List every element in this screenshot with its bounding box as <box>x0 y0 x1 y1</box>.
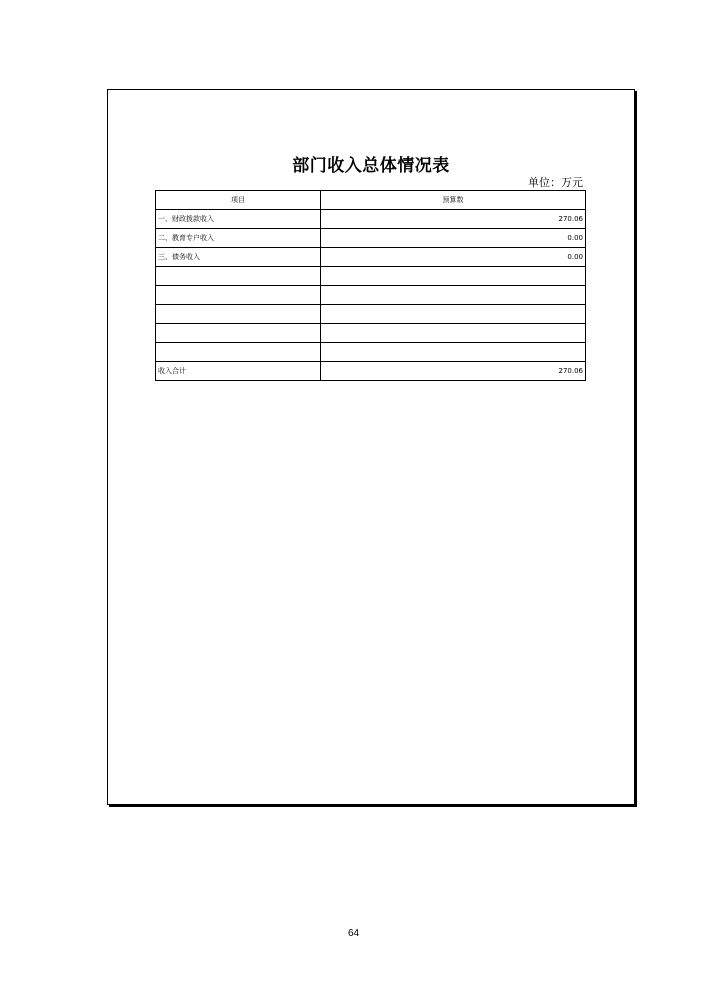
page-number: 64 <box>347 928 360 939</box>
table-row <box>156 229 586 248</box>
column-header-item: 项目 <box>156 191 321 210</box>
row-amount <box>321 305 586 324</box>
column-header-budget: 预算数 <box>321 191 586 210</box>
table-total-row <box>156 362 586 381</box>
row-amount <box>321 343 586 362</box>
table-row <box>156 248 586 267</box>
table-row <box>156 324 586 343</box>
row-item: 一、财政拨款收入 <box>156 210 321 229</box>
total-label: 收入合计 <box>156 362 321 381</box>
total-amount: 270.06 <box>321 362 586 381</box>
row-item: 三、债务收入 <box>156 248 321 267</box>
row-amount: 0.00 <box>321 248 586 267</box>
row-amount: 270.06 <box>321 210 586 229</box>
table-row <box>156 343 586 362</box>
row-item: 二、教育专户收入 <box>156 229 321 248</box>
row-amount <box>321 267 586 286</box>
row-amount: 0.00 <box>321 229 586 248</box>
table-row <box>156 286 586 305</box>
table-row <box>156 267 586 286</box>
table-row <box>156 305 586 324</box>
row-item <box>156 343 321 362</box>
report-title: 部门收入总体情况表 <box>292 156 450 176</box>
table-row <box>156 210 586 229</box>
row-item <box>156 286 321 305</box>
row-amount <box>321 286 586 305</box>
table-header-row <box>156 191 586 210</box>
report-sheet <box>107 89 635 805</box>
row-item <box>156 305 321 324</box>
row-item <box>156 267 321 286</box>
unit-label: 单位：万元 <box>528 176 583 189</box>
income-table <box>155 190 586 381</box>
row-amount <box>321 324 586 343</box>
row-item <box>156 324 321 343</box>
